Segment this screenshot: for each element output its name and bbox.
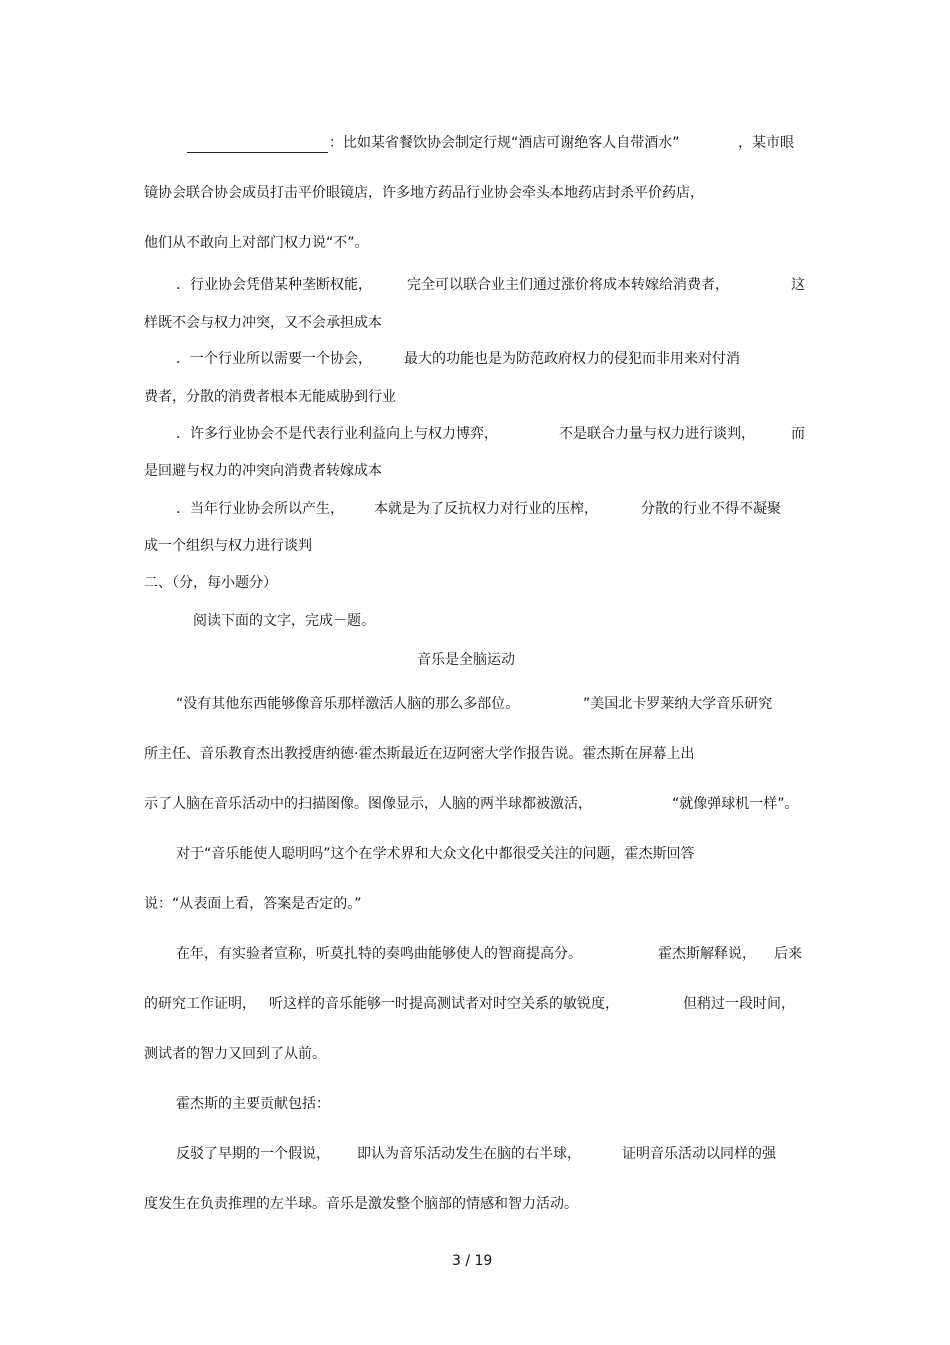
option-text: 是回避与权力的冲突向消费者转嫁成本 [144, 463, 382, 479]
option-text: 完全可以联合业主们通过涨价将成本转嫁给消费者， [407, 277, 729, 293]
paragraph-line: 反驳了早期的一个假说， [176, 1146, 330, 1162]
option-text: ．一个行业所以需要一个协会， [176, 351, 372, 367]
paragraph-line: 所主任、音乐教育杰出教授唐纳德·霍杰斯最近在迈阿密大学作报告说。霍杰斯在屏幕上出 [144, 746, 695, 762]
option-text: 不是联合力量与权力进行谈判， [559, 426, 755, 442]
paragraph-line: “没有其他东西能够像音乐那样激活人脑的那么多部位。 [176, 696, 520, 712]
reading-instruction: 阅读下面的文字，完成－题。 [193, 613, 375, 629]
option-text: 本就是为了反抗权力对行业的压榨， [374, 501, 598, 517]
paragraph-line: 测试者的智力又回到了从前。 [144, 1046, 326, 1062]
paragraph-line: 示了人脑在音乐活动中的扫描图像。图像显示，人脑的两半球都被激活， [144, 796, 592, 812]
paragraph-line: 听这样的音乐能够一时提高测试者对时空关系的敏锐度， [269, 996, 619, 1012]
option-text: 最大的功能也是为防范政府权力的侵犯而非用来对付消 [404, 351, 740, 367]
paragraph-line: 度发生在负责推理的左半球。音乐是激发整个脑部的情感和智力活动。 [144, 1196, 578, 1212]
paragraph-line: “就像弹球机一样”。 [672, 796, 799, 812]
option-text: 而 [791, 426, 805, 442]
question-intro-line: 他们从不敢向上对部门权力说“不”。 [144, 235, 369, 251]
paragraph-line: 但稍过一段时间， [683, 996, 795, 1012]
question-intro-tail: ，某市眼 [738, 135, 794, 151]
paragraph-line: 即认为音乐活动发生在脑的右半球， [357, 1146, 581, 1162]
question-intro-line: 镜协会联合协会成员打击平价眼镜店，许多地方药品行业协会牵头本地药店封杀平价药店， [144, 185, 704, 201]
answer-blank-line [187, 152, 328, 153]
paragraph-line: 对于“音乐能使人聪明吗”这个在学术界和大众文化中都很受关注的问题，霍杰斯回答 [176, 846, 695, 862]
section-heading: 二、（分，每小题分） [144, 575, 277, 591]
page-number: 3 / 19 [452, 1253, 493, 1269]
paragraph-line: 霍杰斯的主要贡献包括： [176, 1096, 330, 1112]
paragraph-line: 的研究工作证明， [144, 996, 256, 1012]
option-text: ．行业协会凭借某种垄断权能， [176, 277, 372, 293]
option-text: 费者，分散的消费者根本无能威胁到行业 [144, 389, 396, 405]
article-title: 音乐是全脑运动 [417, 652, 515, 668]
paragraph-line: ”美国北卡罗莱纳大学音乐研究 [583, 696, 773, 712]
paragraph-line: 说：“从表面上看，答案是否定的。” [144, 896, 362, 912]
option-text: 这 [791, 277, 805, 293]
option-text: 成一个组织与权力进行谈判 [144, 538, 312, 554]
question-intro-line: ：比如某省餐饮协会制定行规“酒店可谢绝客人自带酒水” [329, 135, 680, 151]
paragraph-line: 证明音乐活动以同样的强 [622, 1146, 776, 1162]
paragraph-line: 后来 [774, 946, 802, 962]
paragraph-line: 在年，有实验者宣称，听莫扎特的奏鸣曲能够使人的智商提高分。 [176, 946, 582, 962]
option-text: ．当年行业协会所以产生， [176, 501, 344, 517]
paragraph-line: 霍杰斯解释说， [658, 946, 756, 962]
option-text: ．许多行业协会不是代表行业利益向上与权力博弈， [176, 426, 498, 442]
option-text: 样既不会与权力冲突，又不会承担成本 [144, 315, 382, 331]
option-text: 分散的行业不得不凝聚 [641, 501, 781, 517]
